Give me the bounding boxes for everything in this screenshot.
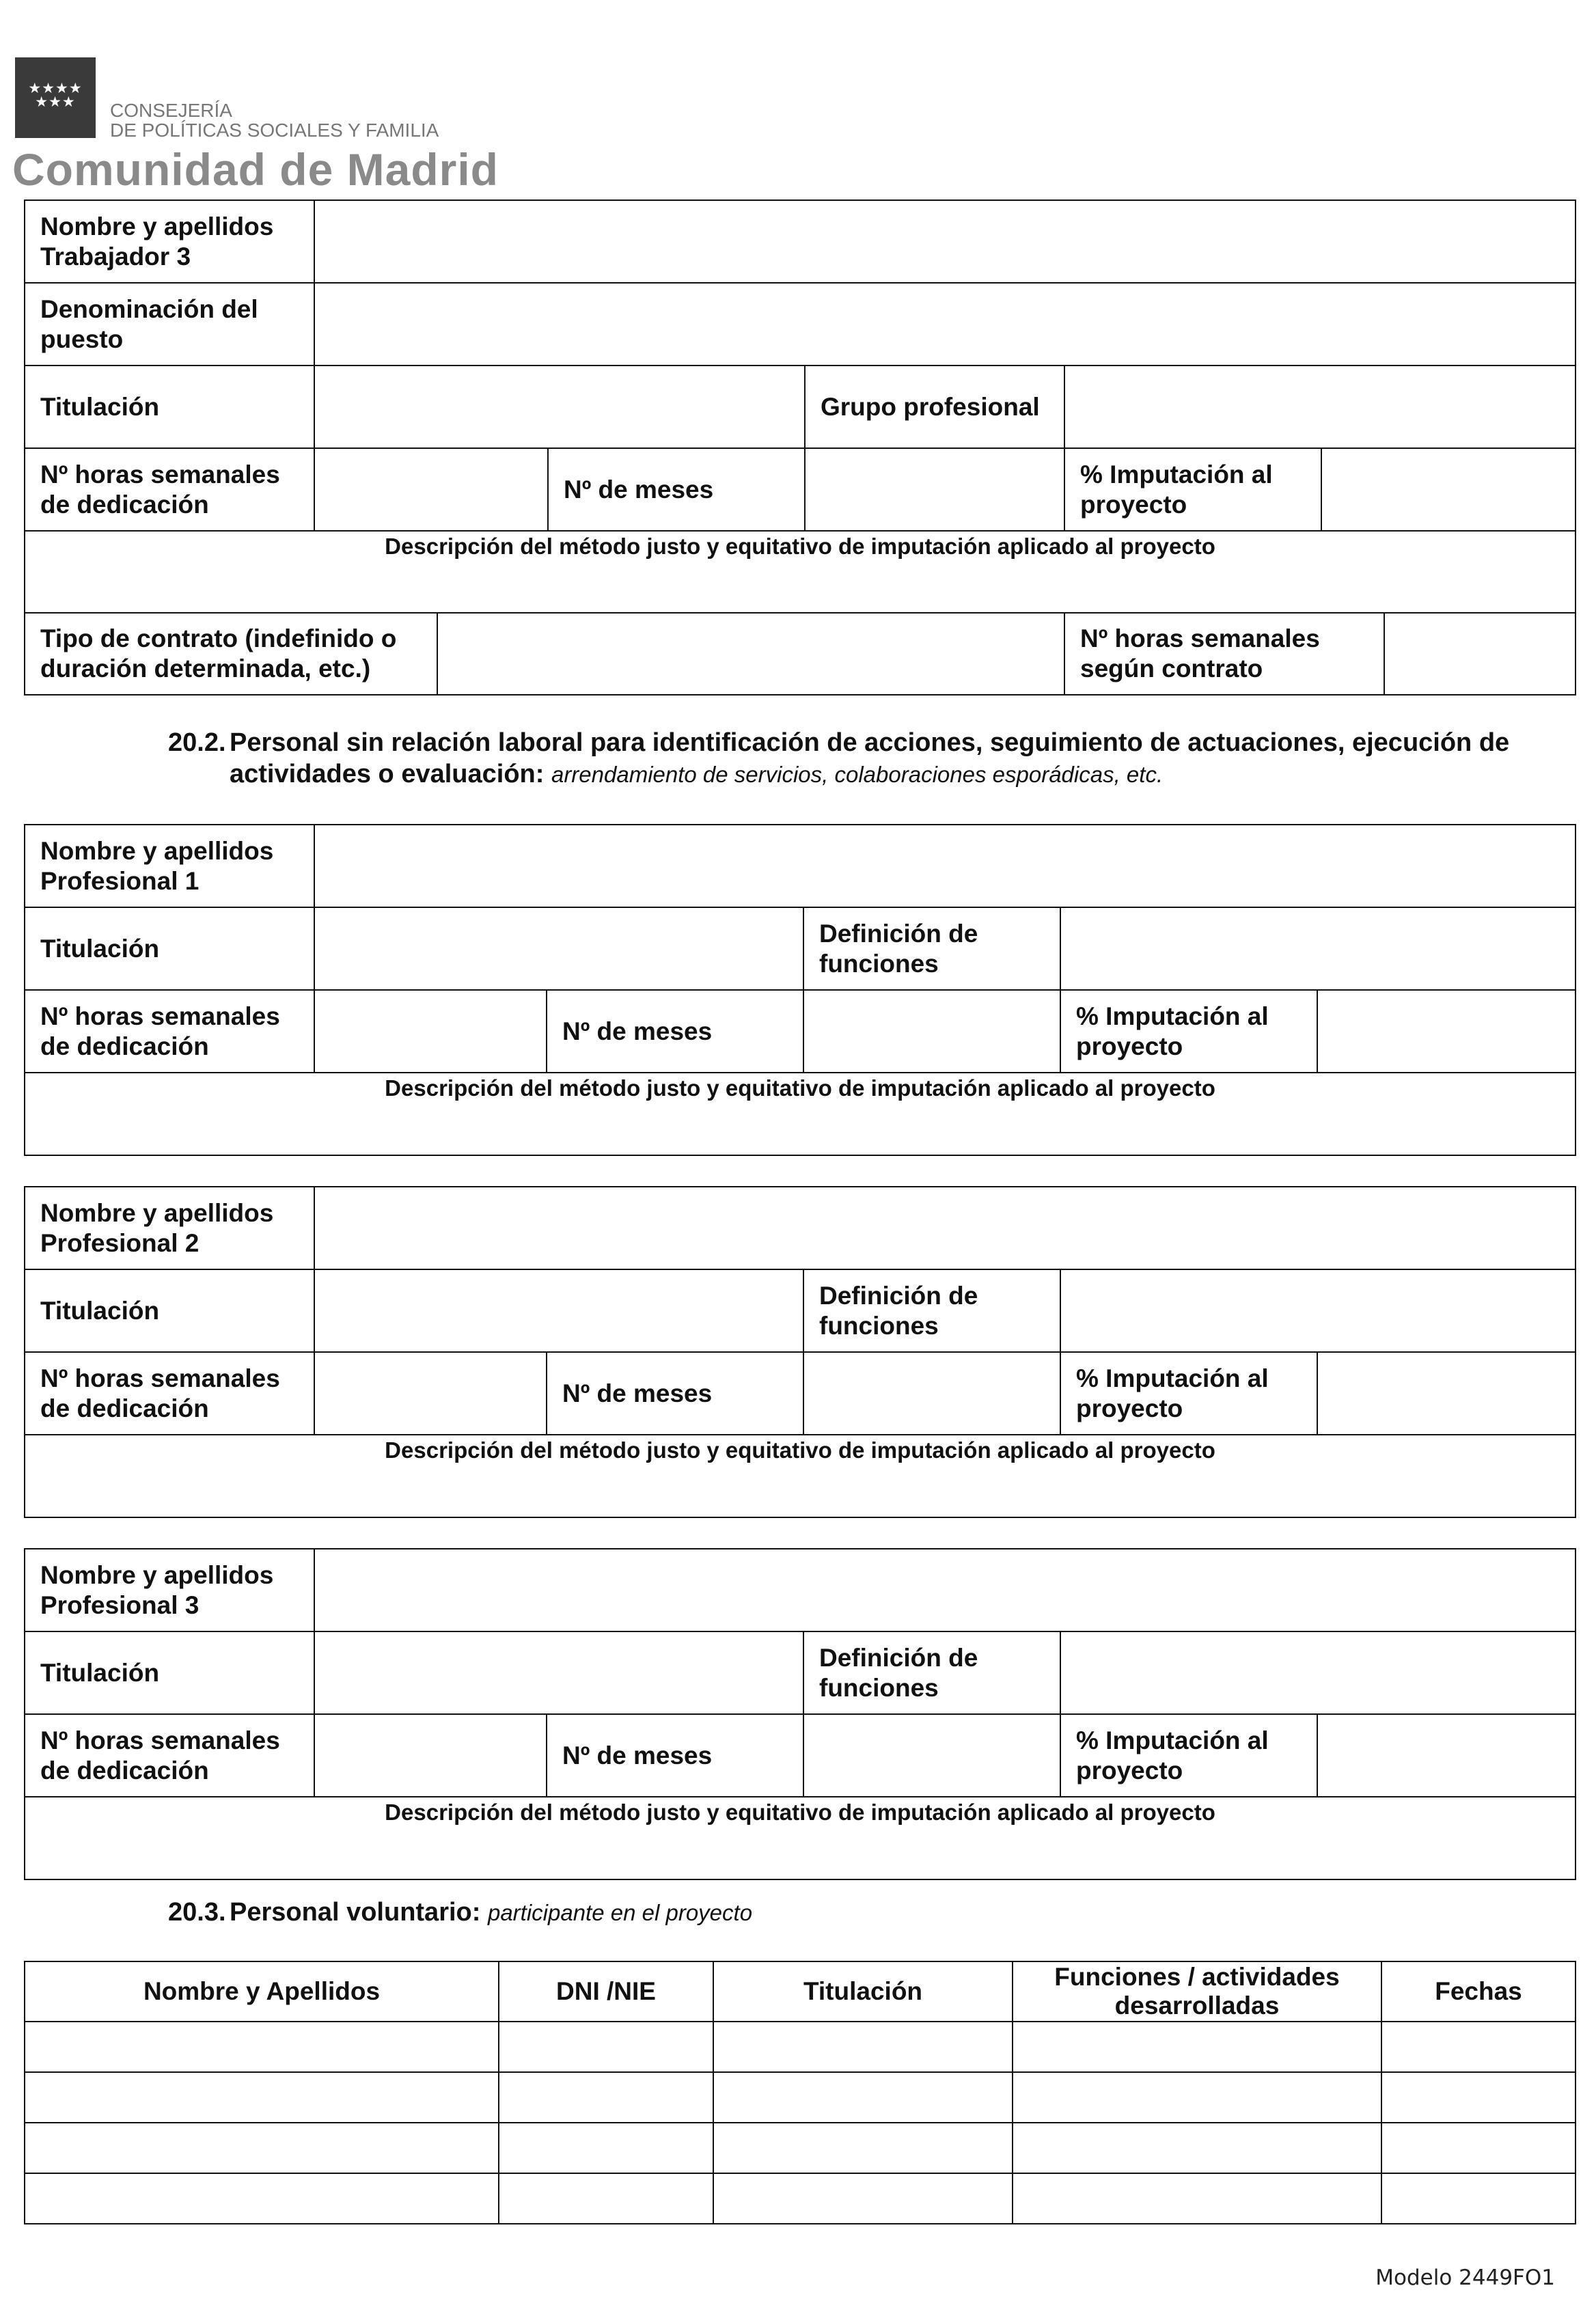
label-horas-dedicacion: Nº horas semanales de dedicación [25, 1352, 314, 1435]
cell-nombre[interactable] [25, 2123, 499, 2173]
label-nombre-profesional: Nombre y apellidos Profesional 2 [25, 1187, 314, 1269]
label-horas-contrato: Nº horas semanales según contrato [1064, 613, 1384, 695]
label-meses: Nº de meses [547, 1714, 803, 1797]
label-titulacion: Titulación [25, 907, 314, 990]
table-row [25, 2072, 1576, 2123]
descripcion-metodo[interactable]: Descripción del método justo y equitativo de imputación aplicado al proyecto [25, 1797, 1576, 1879]
input-puesto[interactable] [314, 283, 1576, 366]
profesional-3-table [24, 1548, 1576, 1880]
logo-consejeria [110, 100, 439, 140]
input-nombre-trabajador3[interactable] [314, 200, 1576, 283]
label-titulacion: Titulación [25, 1269, 314, 1352]
table-row [25, 2022, 1576, 2072]
input-meses[interactable] [803, 1714, 1060, 1797]
descripcion-metodo[interactable]: Descripción del método justo y equitativo de imputación aplicado al proyecto [25, 1435, 1576, 1517]
input-funciones[interactable] [1060, 1631, 1576, 1714]
table-row [25, 2123, 1576, 2173]
input-titulacion[interactable] [314, 1269, 803, 1352]
logo [12, 57, 538, 194]
cell-dni[interactable] [499, 2022, 713, 2072]
cell-dni[interactable] [499, 2173, 713, 2224]
label-nombre-profesional: Nombre y apellidos Profesional 1 [25, 825, 314, 907]
label-horas-dedicacion: Nº horas semanales de dedicación [25, 448, 314, 531]
input-horas-dedicacion[interactable] [314, 990, 547, 1073]
cell-titulacion[interactable] [713, 2072, 1013, 2123]
section-number: 20.2. [168, 728, 226, 757]
cell-titulacion[interactable] [713, 2173, 1013, 2224]
section-20-2-heading [168, 727, 1569, 795]
cell-fechas[interactable] [1381, 2072, 1576, 2123]
input-imputacion[interactable] [1317, 1714, 1576, 1797]
cell-nombre[interactable] [25, 2022, 499, 2072]
footer-model: Modelo 2449FO1 [1375, 2265, 1555, 2290]
input-horas-dedicacion[interactable] [314, 448, 548, 531]
cell-fechas[interactable] [1381, 2173, 1576, 2224]
cell-fechas[interactable] [1381, 2123, 1576, 2173]
label-titulacion: Titulación [25, 1631, 314, 1714]
input-imputacion[interactable] [1317, 990, 1576, 1073]
section-title: Personal voluntario: [230, 1898, 481, 1927]
label-meses: Nº de meses [548, 448, 805, 531]
input-nombre-profesional[interactable] [314, 1187, 1576, 1269]
input-meses[interactable] [803, 990, 1060, 1073]
input-tipo-contrato[interactable] [437, 613, 1064, 695]
cell-dni[interactable] [499, 2123, 713, 2173]
descripcion-metodo[interactable]: Descripción del método justo y equitativo de imputación aplicado al proyecto [25, 1073, 1576, 1155]
input-horas-dedicacion[interactable] [314, 1352, 547, 1435]
header-nombre: Nombre y Apellidos [25, 1961, 499, 2022]
label-funciones: Definición de funciones [803, 1269, 1060, 1352]
input-grupo-profesional[interactable] [1064, 366, 1576, 448]
section-title: Personal sin relación laboral para identificación de acciones, seguimiento de actuaciones, ejecución de [230, 728, 1510, 757]
label-tipo-contrato: Tipo de contrato (indefinido o duración determinada, etc.) [25, 613, 437, 695]
cell-nombre[interactable] [25, 2173, 499, 2224]
input-nombre-profesional[interactable] [314, 1549, 1576, 1631]
section-italic: participante en el proyecto [487, 1900, 753, 1925]
cell-nombre[interactable] [25, 2072, 499, 2123]
label-nombre-profesional: Nombre y apellidos Profesional 3 [25, 1549, 314, 1631]
label-funciones: Definición de funciones [803, 1631, 1060, 1714]
cell-titulacion[interactable] [713, 2123, 1013, 2173]
header-dni: DNI /NIE [499, 1961, 713, 2022]
cell-funciones[interactable] [1013, 2072, 1381, 2123]
label-imputacion: % Imputación al proyecto [1060, 1352, 1317, 1435]
input-imputacion[interactable] [1321, 448, 1576, 531]
input-funciones[interactable] [1060, 907, 1576, 990]
label-meses: Nº de meses [547, 1352, 803, 1435]
section-title-2: actividades o evaluación: [230, 760, 545, 788]
logo-name: Comunidad de Madrid [12, 144, 499, 195]
label-horas-dedicacion: Nº horas semanales de dedicación [25, 1714, 314, 1797]
header-fechas: Fechas [1381, 1961, 1576, 2022]
input-titulacion[interactable] [314, 907, 803, 990]
label-grupo-profesional: Grupo profesional [805, 366, 1064, 448]
label-imputacion: % Imputación al proyecto [1060, 990, 1317, 1073]
input-meses[interactable] [805, 448, 1064, 531]
input-nombre-profesional[interactable] [314, 825, 1576, 907]
label-meses: Nº de meses [547, 990, 803, 1073]
cell-dni[interactable] [499, 2072, 713, 2123]
label-horas-dedicacion: Nº horas semanales de dedicación [25, 990, 314, 1073]
input-imputacion[interactable] [1317, 1352, 1576, 1435]
header-titulacion: Titulación [713, 1961, 1013, 2022]
input-titulacion[interactable] [314, 366, 805, 448]
voluntarios-table [24, 1961, 1576, 2224]
label-titulacion: Titulación [25, 366, 314, 448]
cell-titulacion[interactable] [713, 2022, 1013, 2072]
table-row [25, 2173, 1576, 2224]
input-funciones[interactable] [1060, 1269, 1576, 1352]
input-titulacion[interactable] [314, 1631, 803, 1714]
logo-line2: DE POLÍTICAS SOCIALES Y FAMILIA [110, 120, 439, 141]
cell-funciones[interactable] [1013, 2123, 1381, 2173]
input-meses[interactable] [803, 1352, 1060, 1435]
profesional-2-table [24, 1186, 1576, 1518]
label-imputacion: % Imputación al proyecto [1064, 448, 1321, 531]
table-header-row [25, 1961, 1576, 2022]
section-italic: arrendamiento de servicios, colaboraciones esporádicas, etc. [551, 762, 1164, 787]
profesional-1-table [24, 824, 1576, 1156]
label-funciones: Definición de funciones [803, 907, 1060, 990]
label-imputacion: % Imputación al proyecto [1060, 1714, 1317, 1797]
header-funciones: Funciones / actividades desarrolladas [1013, 1961, 1381, 2022]
section-number: 20.3. [168, 1898, 226, 1927]
input-horas-contrato[interactable] [1384, 613, 1576, 695]
descripcion-metodo[interactable]: Descripción del método justo y equitativo de imputación aplicado al proyecto [25, 531, 1576, 613]
logo-line1: CONSEJERÍA [110, 100, 232, 121]
cell-funciones[interactable] [1013, 2022, 1381, 2072]
logo-emblem [15, 57, 96, 138]
label-puesto: Denominación del puesto [25, 283, 314, 366]
logo-stars: ★★★★ ★★★ [28, 81, 83, 110]
section-20-3-heading [168, 1897, 1569, 1931]
input-horas-dedicacion[interactable] [314, 1714, 547, 1797]
cell-funciones[interactable] [1013, 2173, 1381, 2224]
trabajador3-table [24, 199, 1576, 695]
label-nombre-trabajador3: Nombre y apellidos Trabajador 3 [25, 200, 314, 283]
cell-fechas[interactable] [1381, 2022, 1576, 2072]
